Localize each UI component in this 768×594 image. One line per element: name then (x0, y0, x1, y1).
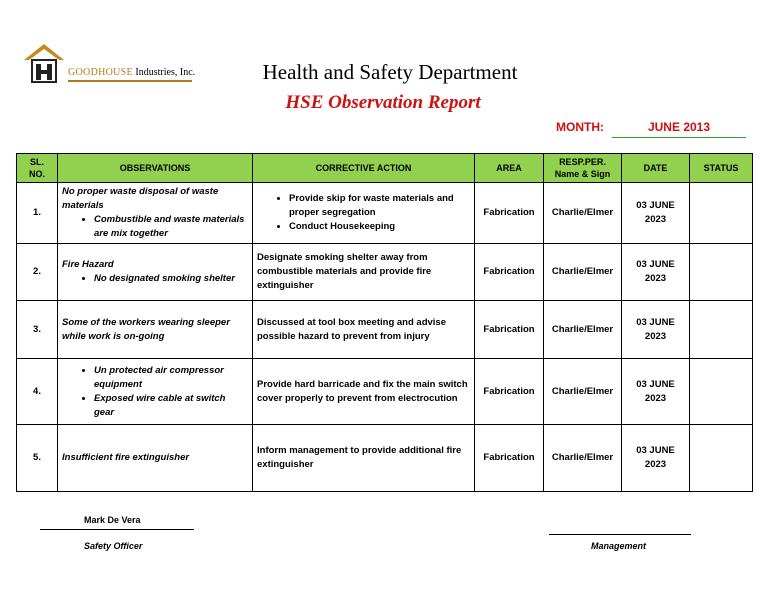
resp-cell: Charlie/Elmer (544, 244, 622, 301)
table-row (17, 244, 753, 301)
safety-officer-signature-line (40, 529, 194, 530)
management-role: Management (591, 541, 647, 551)
cell-text: Provide hard barricade and fix the main switch cover properly to prevent from electrocution (257, 378, 468, 404)
cell-text: Some of the workers wearing sleeper while work is on-going (62, 316, 230, 342)
area-cell: Fabrication (475, 425, 544, 492)
date-cell: 03 JUNE 2023 (622, 301, 690, 359)
cell-text: Inform management to provide additional fire extinguisher (257, 445, 462, 470)
sl-cell: 5. (17, 425, 58, 492)
col-header-sl: SL. NO. (17, 154, 58, 183)
corrective-action-cell (253, 359, 475, 425)
sl-cell: 4. (17, 359, 58, 425)
date-cell: 03 JUNE 2023 (622, 425, 690, 492)
company-name-suffix: Industries, Inc. (132, 67, 196, 78)
bullet-item: • Un protected air compressor equipment (94, 364, 248, 392)
col-header-resp-line2: Name & Sign (554, 169, 611, 179)
col-header-corrective-action: CORRECTIVE ACTION (253, 154, 475, 183)
date-cell: 03 JUNE 2023 (622, 244, 690, 301)
table-header-row (17, 154, 753, 183)
status-cell (690, 244, 753, 301)
bullet-item: • Exposed wire cable at switch gear (94, 392, 248, 420)
corrective-action-cell (253, 183, 475, 244)
table-row (17, 183, 753, 244)
bullet-item: • No designated smoking shelter (94, 272, 248, 286)
bullet-item: • Conduct Housekeeping (289, 220, 470, 234)
page-title: Health and Safety Department (262, 60, 518, 84)
col-header-observations: OBSERVATIONS (58, 154, 253, 183)
cell-text: Insufficient fire extinguisher (62, 452, 190, 463)
status-cell (690, 301, 753, 359)
bullet-item: • Provide skip for waste materials and proper segregation (289, 192, 470, 220)
safety-officer-role: Safety Officer (84, 541, 143, 551)
cell-text: Discussed at tool box meeting and advise possible hazard to prevent from injury (257, 316, 446, 342)
area-cell: Fabrication (475, 183, 544, 244)
month-label: MONTH: (556, 120, 604, 134)
area-cell: Fabrication (475, 301, 544, 359)
sl-cell: 1. (17, 183, 58, 244)
resp-cell: Charlie/Elmer (544, 183, 622, 244)
company-name-brand: GOODHOUSE (68, 67, 133, 78)
observation-cell (58, 425, 253, 492)
area-cell: Fabrication (475, 359, 544, 425)
date-cell: 03 JUNE 2023 (622, 183, 690, 244)
observation-cell (58, 301, 253, 359)
resp-cell: Charlie/Elmer (544, 301, 622, 359)
cell-text: Designate smoking shelter away from combustible materials and provide fire extinguisher (257, 252, 432, 291)
corrective-action-cell (253, 244, 475, 301)
month-value: JUNE 2013 (612, 120, 746, 138)
corrective-action-cell (253, 301, 475, 359)
sl-cell: 2. (17, 244, 58, 301)
col-header-resp-line1: RESP.PER. (559, 157, 606, 167)
safety-officer-name: Mark De Vera (84, 515, 141, 525)
observation-cell (58, 244, 253, 301)
observation-table (16, 153, 753, 492)
date-cell: 03 JUNE 2023 (622, 359, 690, 425)
corrective-action-cell (253, 425, 475, 492)
observation-cell (58, 359, 253, 425)
management-signature-line (549, 534, 691, 535)
cell-text: Fire Hazard (62, 259, 114, 270)
cell-text: No proper waste disposal of waste materials (62, 186, 219, 211)
table-row (17, 301, 753, 359)
table-row (17, 359, 753, 425)
table-row (17, 425, 753, 492)
bullet-item: • Combustible and waste materials are mix together (94, 213, 248, 241)
resp-cell: Charlie/Elmer (544, 425, 622, 492)
resp-cell: Charlie/Elmer (544, 359, 622, 425)
status-cell (690, 425, 753, 492)
status-cell (690, 359, 753, 425)
area-cell: Fabrication (475, 244, 544, 301)
status-cell (690, 183, 753, 244)
observation-cell (58, 183, 253, 244)
report-subtitle: HSE Observation Report (285, 92, 481, 113)
col-header-status: STATUS (690, 154, 753, 183)
sl-cell: 3. (17, 301, 58, 359)
col-header-resp (544, 154, 622, 183)
col-header-date: DATE (622, 154, 690, 183)
col-header-area: AREA (475, 154, 544, 183)
